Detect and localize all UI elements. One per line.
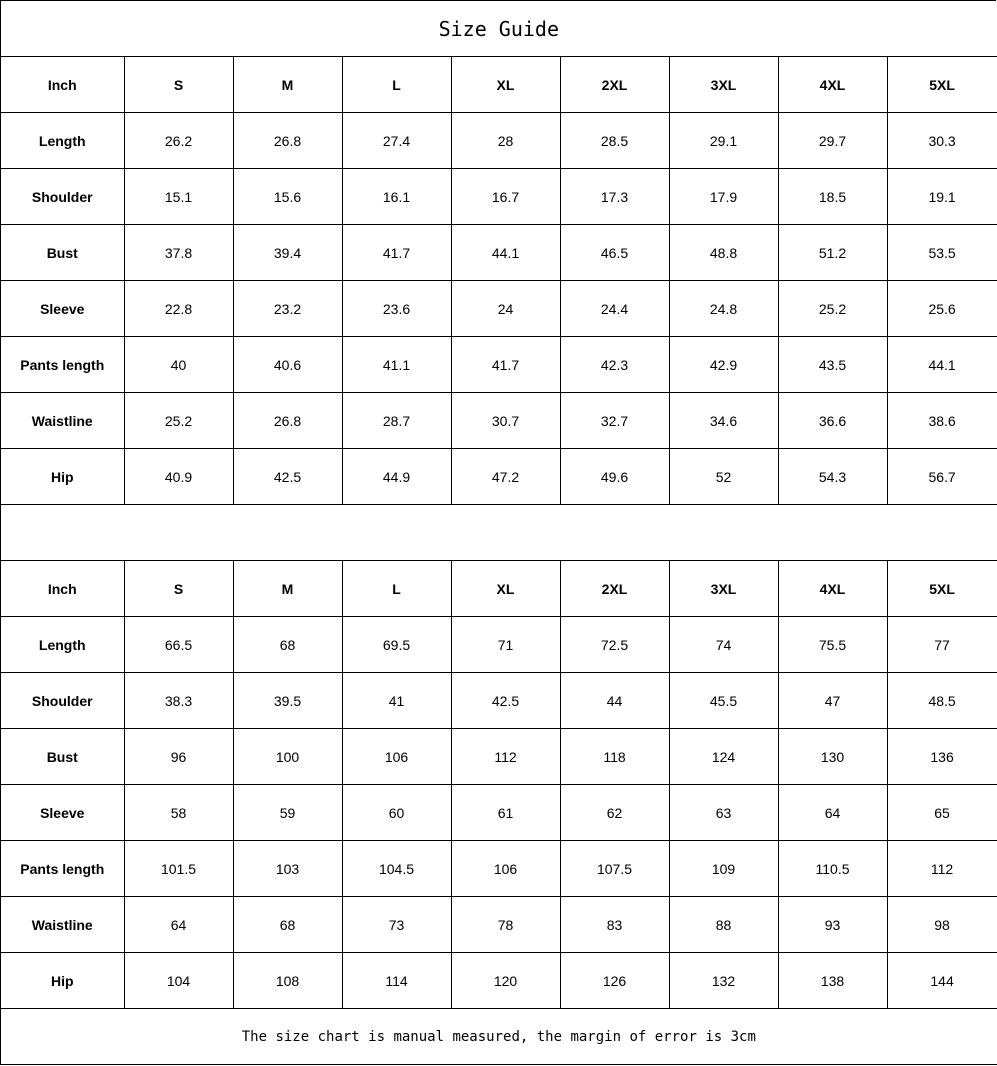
measurement-value: 15.6	[233, 169, 342, 225]
measurement-label: Length	[1, 113, 124, 169]
size-header-3xl: 3XL	[669, 561, 778, 617]
measurement-value: 114	[342, 953, 451, 1009]
measurement-value: 100	[233, 729, 342, 785]
measurement-label: Sleeve	[1, 785, 124, 841]
measurement-value: 77	[887, 617, 997, 673]
measurement-value: 132	[669, 953, 778, 1009]
table-row	[1, 841, 997, 897]
page-title: Size Guide	[1, 1, 997, 57]
measurement-value: 26.2	[124, 113, 233, 169]
measurement-label: Waistline	[1, 897, 124, 953]
measurement-value: 30.3	[887, 113, 997, 169]
measurement-value: 42.5	[451, 673, 560, 729]
measurement-value: 41.7	[451, 337, 560, 393]
table-row	[1, 673, 997, 729]
measurement-value: 144	[887, 953, 997, 1009]
measurement-value: 49.6	[560, 449, 669, 505]
size-header-2xl: 2XL	[560, 57, 669, 113]
measurement-label: Sleeve	[1, 281, 124, 337]
measurement-value: 96	[124, 729, 233, 785]
size-guide-table	[1, 1, 997, 1065]
measurement-value: 32.7	[560, 393, 669, 449]
measurement-value: 28.5	[560, 113, 669, 169]
table-row	[1, 281, 997, 337]
measurement-value: 68	[233, 617, 342, 673]
measurement-value: 104	[124, 953, 233, 1009]
measurement-value: 65	[887, 785, 997, 841]
size-header-3xl: 3XL	[669, 57, 778, 113]
measurement-value: 112	[887, 841, 997, 897]
measurement-value: 71	[451, 617, 560, 673]
size-header-l: L	[342, 57, 451, 113]
measurement-value: 43.5	[778, 337, 887, 393]
measurement-value: 109	[669, 841, 778, 897]
measurement-value: 19.1	[887, 169, 997, 225]
measurement-value: 25.2	[778, 281, 887, 337]
measurement-value: 120	[451, 953, 560, 1009]
unit-header-cell: Inch	[1, 561, 124, 617]
table-row	[1, 337, 997, 393]
measurement-value: 59	[233, 785, 342, 841]
measurement-value: 26.8	[233, 393, 342, 449]
cm-header-row	[1, 561, 997, 617]
measurement-label: Pants length	[1, 841, 124, 897]
size-header-s: S	[124, 561, 233, 617]
table-row	[1, 225, 997, 281]
measurement-value: 106	[342, 729, 451, 785]
table-row	[1, 785, 997, 841]
measurement-value: 136	[887, 729, 997, 785]
measurement-value: 23.6	[342, 281, 451, 337]
measurement-value: 42.9	[669, 337, 778, 393]
table-row	[1, 897, 997, 953]
measurement-value: 66.5	[124, 617, 233, 673]
measurement-value: 24.8	[669, 281, 778, 337]
measurement-value: 18.5	[778, 169, 887, 225]
measurement-value: 16.1	[342, 169, 451, 225]
unit-header-cell: Inch	[1, 57, 124, 113]
measurement-value: 38.3	[124, 673, 233, 729]
table-row	[1, 617, 997, 673]
measurement-value: 51.2	[778, 225, 887, 281]
measurement-value: 47.2	[451, 449, 560, 505]
measurement-label: Shoulder	[1, 169, 124, 225]
measurement-value: 44.1	[451, 225, 560, 281]
table-row	[1, 449, 997, 505]
measurement-value: 29.7	[778, 113, 887, 169]
measurement-value: 27.4	[342, 113, 451, 169]
measurement-value: 130	[778, 729, 887, 785]
table-row	[1, 729, 997, 785]
measurement-value: 106	[451, 841, 560, 897]
measurement-value: 41.1	[342, 337, 451, 393]
measurement-value: 58	[124, 785, 233, 841]
measurement-value: 78	[451, 897, 560, 953]
measurement-value: 48.8	[669, 225, 778, 281]
size-header-l: L	[342, 561, 451, 617]
measurement-value: 41.7	[342, 225, 451, 281]
measurement-value: 39.4	[233, 225, 342, 281]
measurement-value: 44	[560, 673, 669, 729]
measurement-value: 22.8	[124, 281, 233, 337]
size-guide-body	[1, 1, 997, 1065]
measurement-value: 25.6	[887, 281, 997, 337]
measurement-value: 88	[669, 897, 778, 953]
measurement-label: Shoulder	[1, 673, 124, 729]
size-header-4xl: 4XL	[778, 57, 887, 113]
measurement-value: 124	[669, 729, 778, 785]
measurement-value: 40.6	[233, 337, 342, 393]
size-header-xl: XL	[451, 561, 560, 617]
measurement-value: 72.5	[560, 617, 669, 673]
measurement-value: 48.5	[887, 673, 997, 729]
measurement-value: 38.6	[887, 393, 997, 449]
measurement-label: Hip	[1, 953, 124, 1009]
measurement-value: 29.1	[669, 113, 778, 169]
measurement-value: 63	[669, 785, 778, 841]
measurement-value: 44.1	[887, 337, 997, 393]
measurement-value: 104.5	[342, 841, 451, 897]
measurement-value: 25.2	[124, 393, 233, 449]
title-row	[1, 1, 997, 57]
size-header-2xl: 2XL	[560, 561, 669, 617]
measurement-value: 44.9	[342, 449, 451, 505]
measurement-value: 54.3	[778, 449, 887, 505]
measurement-value: 56.7	[887, 449, 997, 505]
size-header-xl: XL	[451, 57, 560, 113]
measurement-value: 24.4	[560, 281, 669, 337]
size-header-5xl: 5XL	[887, 57, 997, 113]
measurement-value: 36.6	[778, 393, 887, 449]
size-header-m: M	[233, 57, 342, 113]
measurement-value: 98	[887, 897, 997, 953]
size-header-s: S	[124, 57, 233, 113]
measurement-value: 45.5	[669, 673, 778, 729]
measurement-value: 126	[560, 953, 669, 1009]
measurement-value: 17.9	[669, 169, 778, 225]
measurement-value: 64	[778, 785, 887, 841]
table-row	[1, 113, 997, 169]
measurement-label: Length	[1, 617, 124, 673]
measurement-value: 73	[342, 897, 451, 953]
measurement-value: 16.7	[451, 169, 560, 225]
measurement-value: 46.5	[560, 225, 669, 281]
size-header-m: M	[233, 561, 342, 617]
measurement-value: 69.5	[342, 617, 451, 673]
measurement-value: 64	[124, 897, 233, 953]
measurement-value: 101.5	[124, 841, 233, 897]
measurement-value: 74	[669, 617, 778, 673]
measurement-value: 68	[233, 897, 342, 953]
table-row	[1, 393, 997, 449]
inch-header-row	[1, 57, 997, 113]
table-row	[1, 169, 997, 225]
measurement-label: Bust	[1, 225, 124, 281]
measurement-value: 28	[451, 113, 560, 169]
measurement-value: 34.6	[669, 393, 778, 449]
measurement-label: Hip	[1, 449, 124, 505]
measurement-value: 40.9	[124, 449, 233, 505]
measurement-value: 112	[451, 729, 560, 785]
measurement-value: 30.7	[451, 393, 560, 449]
spacer-row	[1, 505, 997, 561]
measurement-value: 107.5	[560, 841, 669, 897]
measurement-value: 40	[124, 337, 233, 393]
measurement-value: 41	[342, 673, 451, 729]
measurement-label: Pants length	[1, 337, 124, 393]
measurement-value: 23.2	[233, 281, 342, 337]
size-header-4xl: 4XL	[778, 561, 887, 617]
measurement-value: 28.7	[342, 393, 451, 449]
note-row	[1, 1009, 997, 1065]
measurement-value: 62	[560, 785, 669, 841]
measurement-label: Waistline	[1, 393, 124, 449]
measurement-value: 110.5	[778, 841, 887, 897]
measurement-label: Bust	[1, 729, 124, 785]
measurement-value: 52	[669, 449, 778, 505]
measurement-value: 118	[560, 729, 669, 785]
measurement-value: 103	[233, 841, 342, 897]
measurement-value: 60	[342, 785, 451, 841]
measurement-value: 93	[778, 897, 887, 953]
measurement-value: 39.5	[233, 673, 342, 729]
measurement-value: 42.5	[233, 449, 342, 505]
measurement-value: 138	[778, 953, 887, 1009]
measurement-note: The size chart is manual measured, the margin of error is 3cm	[1, 1009, 997, 1065]
measurement-value: 42.3	[560, 337, 669, 393]
measurement-value: 61	[451, 785, 560, 841]
measurement-value: 24	[451, 281, 560, 337]
measurement-value: 75.5	[778, 617, 887, 673]
measurement-value: 47	[778, 673, 887, 729]
measurement-value: 53.5	[887, 225, 997, 281]
measurement-value: 15.1	[124, 169, 233, 225]
measurement-value: 108	[233, 953, 342, 1009]
spacer-cell	[1, 505, 997, 561]
size-header-5xl: 5XL	[887, 561, 997, 617]
measurement-value: 83	[560, 897, 669, 953]
measurement-value: 37.8	[124, 225, 233, 281]
table-row	[1, 953, 997, 1009]
measurement-value: 17.3	[560, 169, 669, 225]
measurement-value: 26.8	[233, 113, 342, 169]
